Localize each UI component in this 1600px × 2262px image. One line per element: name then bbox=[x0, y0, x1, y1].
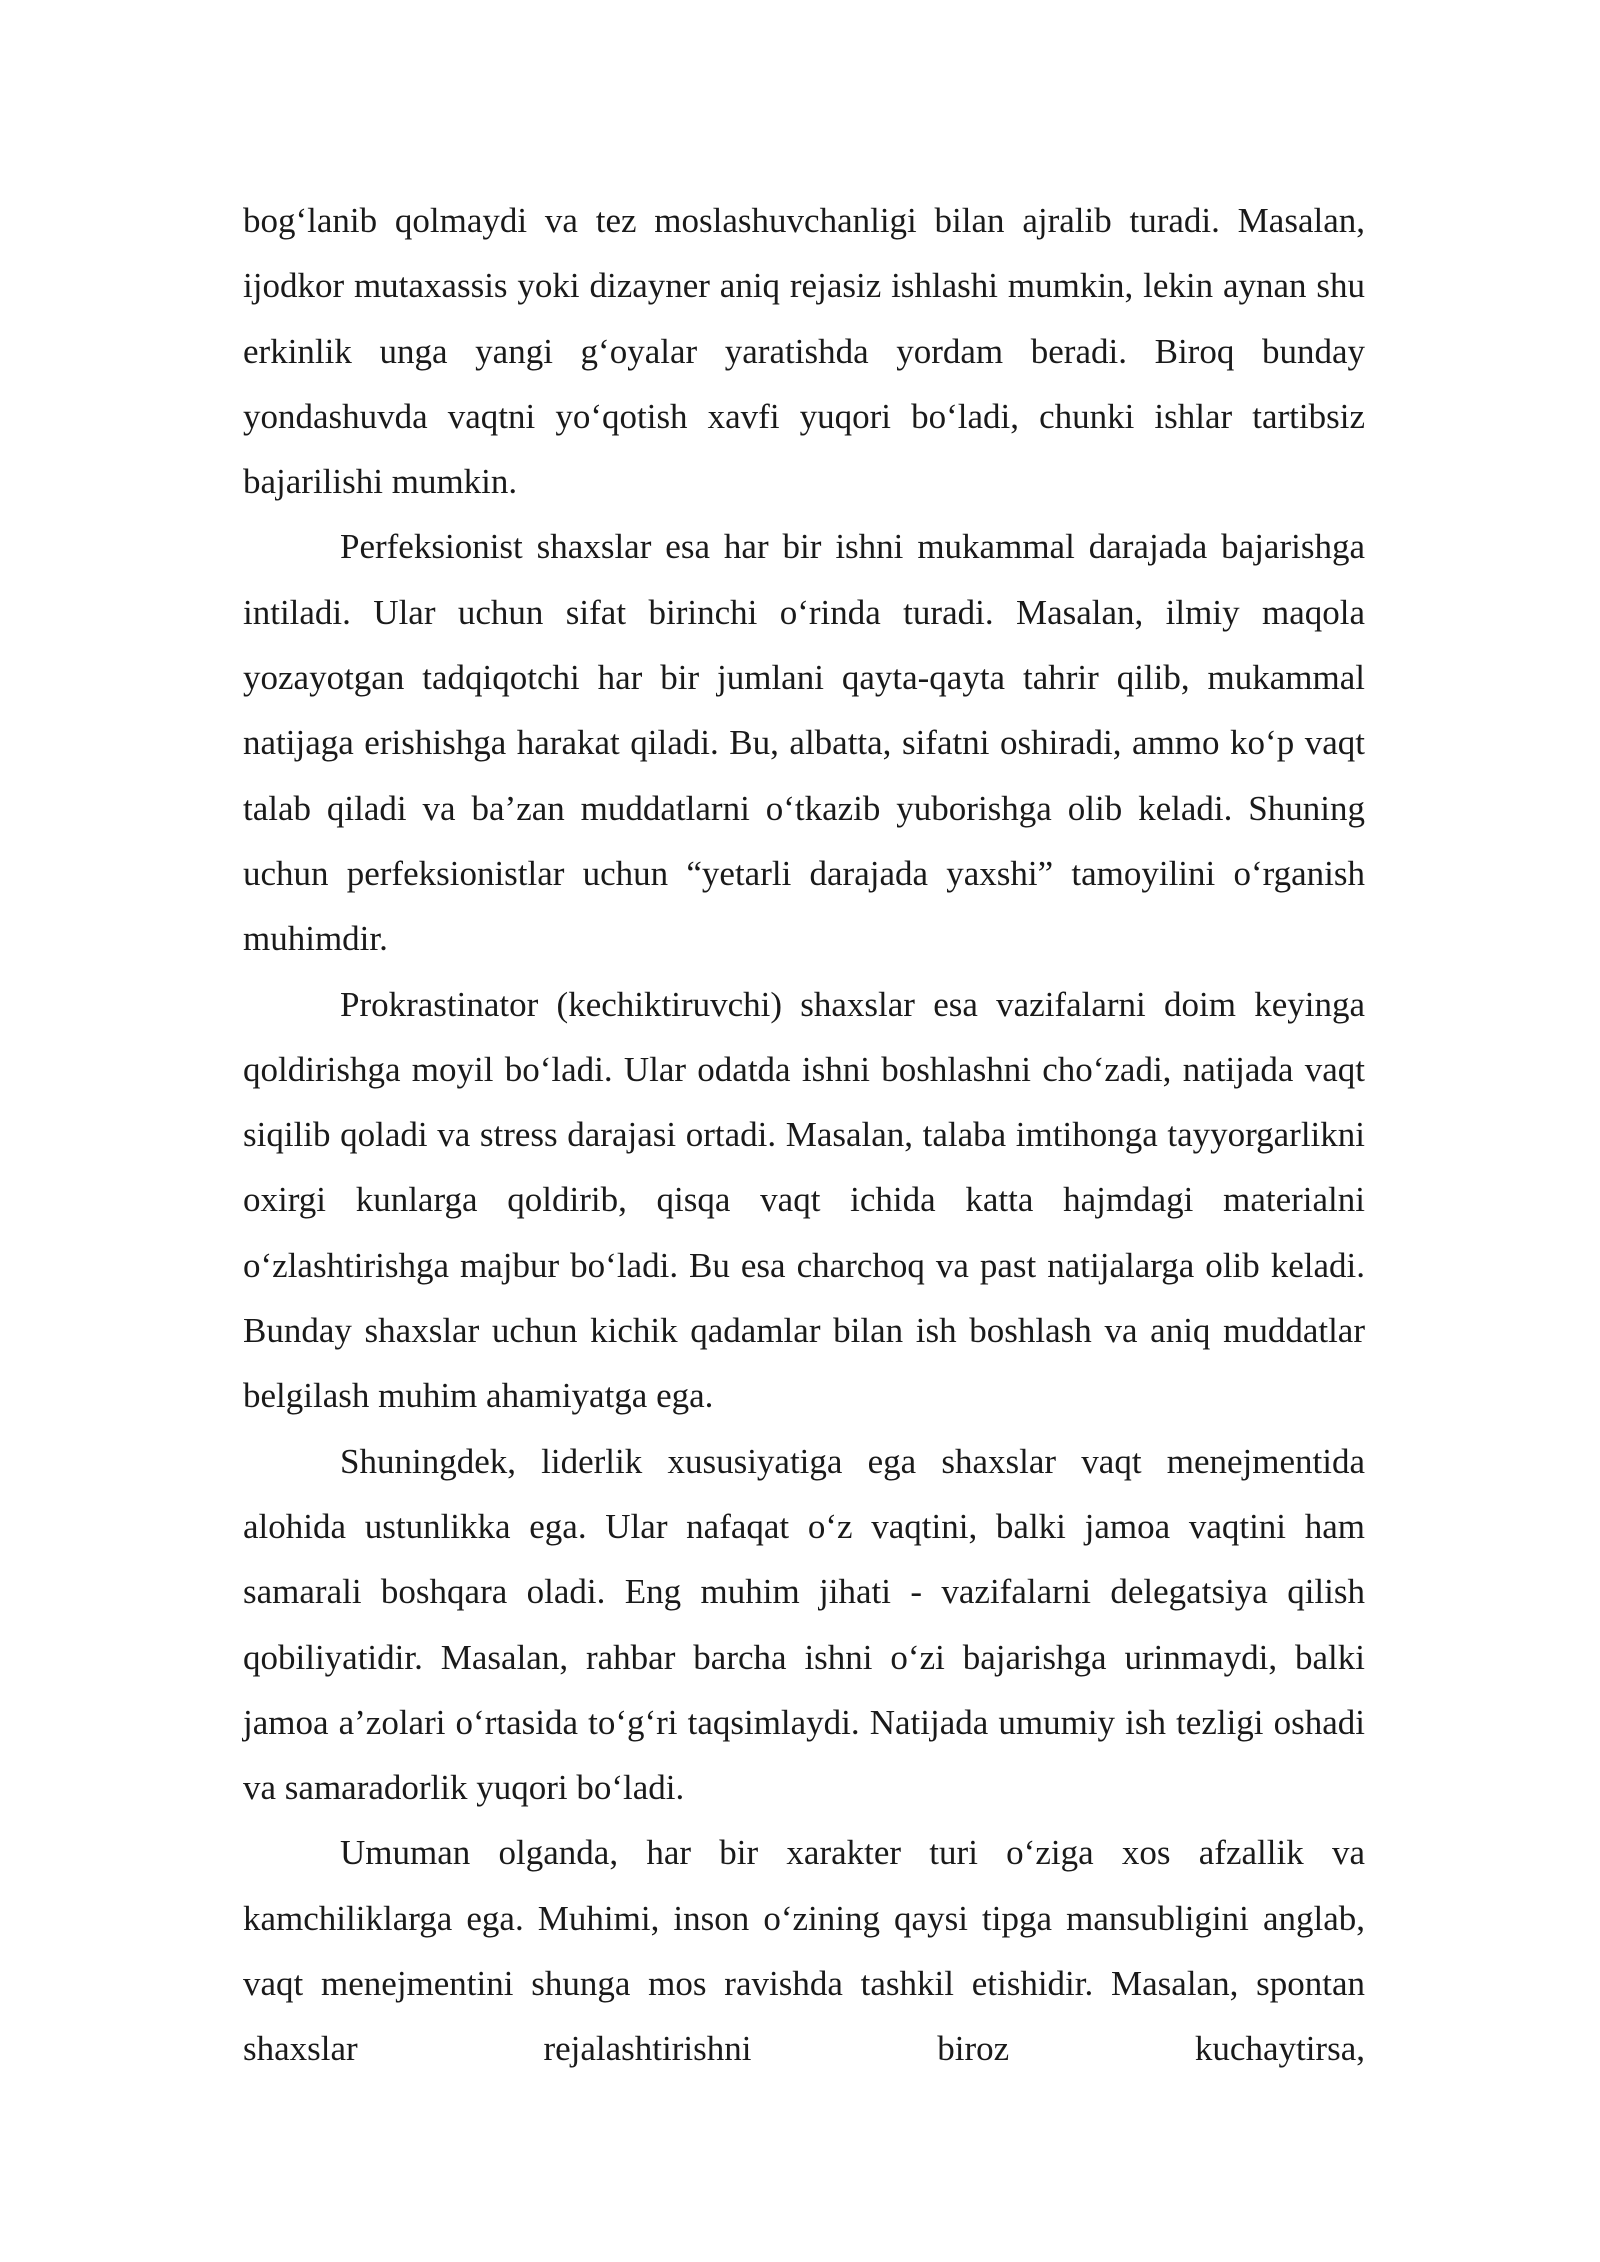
paragraph-1: bog‘lanib qolmaydi va tez moslashuvchanligi bilan ajralib turadi. Masalan, ijodkor mutaxassis yoki dizayner aniq rejasiz ishlashi mumkin, lekin aynan shu erkinlik unga yangi g‘oyalar yaratishda yordam beradi. Biroq bunday yondashuvda vaqtni yo‘qotish xavfi yuqori bo‘ladi, chunki ishlar tartibsiz bajarilishi mumkin. bbox=[243, 201, 1365, 502]
paragraph-2: Perfeksionist shaxslar esa har bir ishni mukammal darajada bajarishga intiladi. Ular uchun sifat birinchi o‘rinda turadi. Masalan, ilmiy maqola yozayotgan tadqiqotchi har bir jumlani qayta-qayta tahrir qilib, mukammal natijaga erishishga harakat qiladi. Bu, albatta, sifatni oshiradi, ammo ko‘p vaqt talab qiladi va ba’zan muddatlarni o‘tkazib yuborishga olib keladi. Shuning uchun perfeksionistlar uchun “yetarli darajada yaxshi” tamoyilini o‘rganish muhimdir. bbox=[243, 527, 1365, 959]
body-text bbox=[243, 188, 1365, 2082]
paragraph-4: Shuningdek, liderlik xususiyatiga ega shaxslar vaqt menejmentida alohida ustunlikka ega. Ular nafaqat o‘z vaqtini, balki jamoa vaqtini ham samarali boshqara oladi. Eng muhim jihati - vazifalarni delegatsiya qilish qobiliyatidir. Masalan, rahbar barcha ishni o‘zi bajarishga urinmaydi, balki jamoa a’zolari o‘rtasida to‘g‘ri taqsimlaydi. Natijada umumiy ish tezligi oshadi va samaradorlik yuqori bo‘ladi. bbox=[243, 1441, 1365, 1808]
paragraph-5: Umuman olganda, har bir xarakter turi o‘ziga xos afzallik va kamchiliklarga ega. Muhimi, inson o‘zining qaysi tipga mansubligini anglab, vaqt menejmentini shunga mos ravishda tashkil etishidir. Masalan, spontan shaxslar rejalashtirishni biroz kuchaytirsa, bbox=[243, 1833, 1365, 2069]
paragraph-3: Prokrastinator (kechiktiruvchi) shaxslar esa vazifalarni doim keyinga qoldirishga moyil bo‘ladi. Ular odatda ishni boshlashni cho‘zadi, natijada vaqt siqilib qoladi va stress darajasi ortadi. Masalan, talaba imtihonga tayyorgarlikni oxirgi kunlarga qoldirib, qisqa vaqt ichida katta hajmdagi materialni o‘zlashtirishga majbur bo‘ladi. Bu esa charchoq va past natijalarga olib keladi. Bunday shaxslar uchun kichik qadamlar bilan ish boshlash va aniq muddatlar belgilash muhim ahamiyatga ega. bbox=[243, 984, 1365, 1416]
